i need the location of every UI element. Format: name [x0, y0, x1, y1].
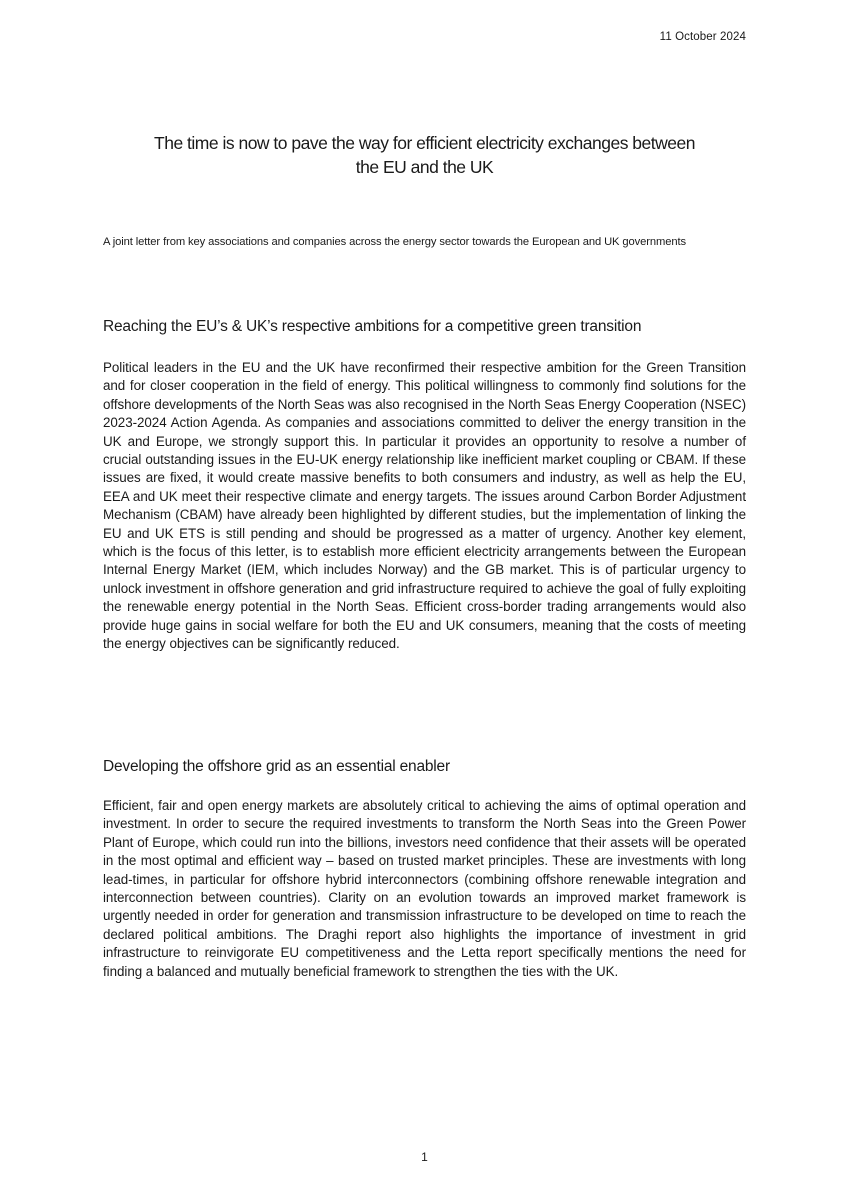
section-body: Political leaders in the EU and the UK have reconfirmed their respective ambition for the Green Transition and for closer cooperation in the field of energy. This political willingness to commonly find solutions for the offshore developments of the North Seas was also recognised in the North Seas Energy Cooperation (NSEC) 2023-2024 Action Agenda. As companies and associations committed to deliver the energy transition in the UK and Europe, we strongly support this. In particular it provides an opportunity to resolve a number of crucial outstanding issues in the EU-UK energy relationship like inefficient market coupling or CBAM. If these issues are fixed, it would create massive benefits to both consumers and industry, as well as help the EU, EEA and UK meet their respective climate and energy targets. The issues around Carbon Border Adjustment Mechanism (CBAM) have already been highlighted by different studies, but the implementation of linking the EU and UK ETS is still pending and should be progressed as a matter of urgency. Another key element, which is the focus of this letter, is to establish more efficient electricity arrangements between the European Internal Energy Market (IEM, which includes Norway) and the GB market. This is of particular urgency to unlock investment in offshore generation and grid infrastructure required to achieve the goal of fully exploiting the renewable energy potential in the North Seas. Efficient cross-border trading arrangements would also provide huge gains in social welfare for both the EU and UK consumers, meaning that the costs of meeting the energy objectives can be significantly reduced. [103, 360, 746, 652]
title-line-1: The time is now to pave the way for efficient electricity exchanges between [154, 133, 695, 153]
section-heading: Reaching the EU’s & UK’s respective ambitions for a competitive green transition [103, 318, 642, 335]
section-body: Efficient, fair and open energy markets are absolutely critical to achieving the aims of optimal operation and investment. In order to secure the required investments to transform the North Seas into the Green Power Plant of Europe, which could run into the billions, investors need confidence that their assets will be operated in the most optimal and efficient way – based on trusted market principles. These are investments with long lead-times, in particular for offshore hybrid interconnectors (combining offshore renewable integration and interconnection between countries). Clarity on an evolution towards an improved market framework is urgently needed in order for generation and transmission infrastructure to be developed on time to reach the declared political ambitions. The Draghi report also highlights the importance of investment in grid infrastructure to reinvigorate EU competitiveness and the Letta report specifically mentions the need for finding a balanced and mutually beneficial framework to strengthen the ties with the UK. [103, 798, 746, 979]
section-heading: Developing the offshore grid as an essential enabler [103, 758, 450, 775]
document-date: 11 October 2024 [659, 31, 746, 43]
page-number: 1 [421, 1150, 428, 1164]
section-competitive-green-transition [103, 317, 746, 654]
title-line-2: the EU and the UK [355, 157, 494, 177]
section-offshore-grid [103, 757, 746, 981]
document-title [103, 131, 746, 179]
document-subtitle: A joint letter from key associations and companies across the energy sector towards the European and UK governments [103, 236, 686, 248]
